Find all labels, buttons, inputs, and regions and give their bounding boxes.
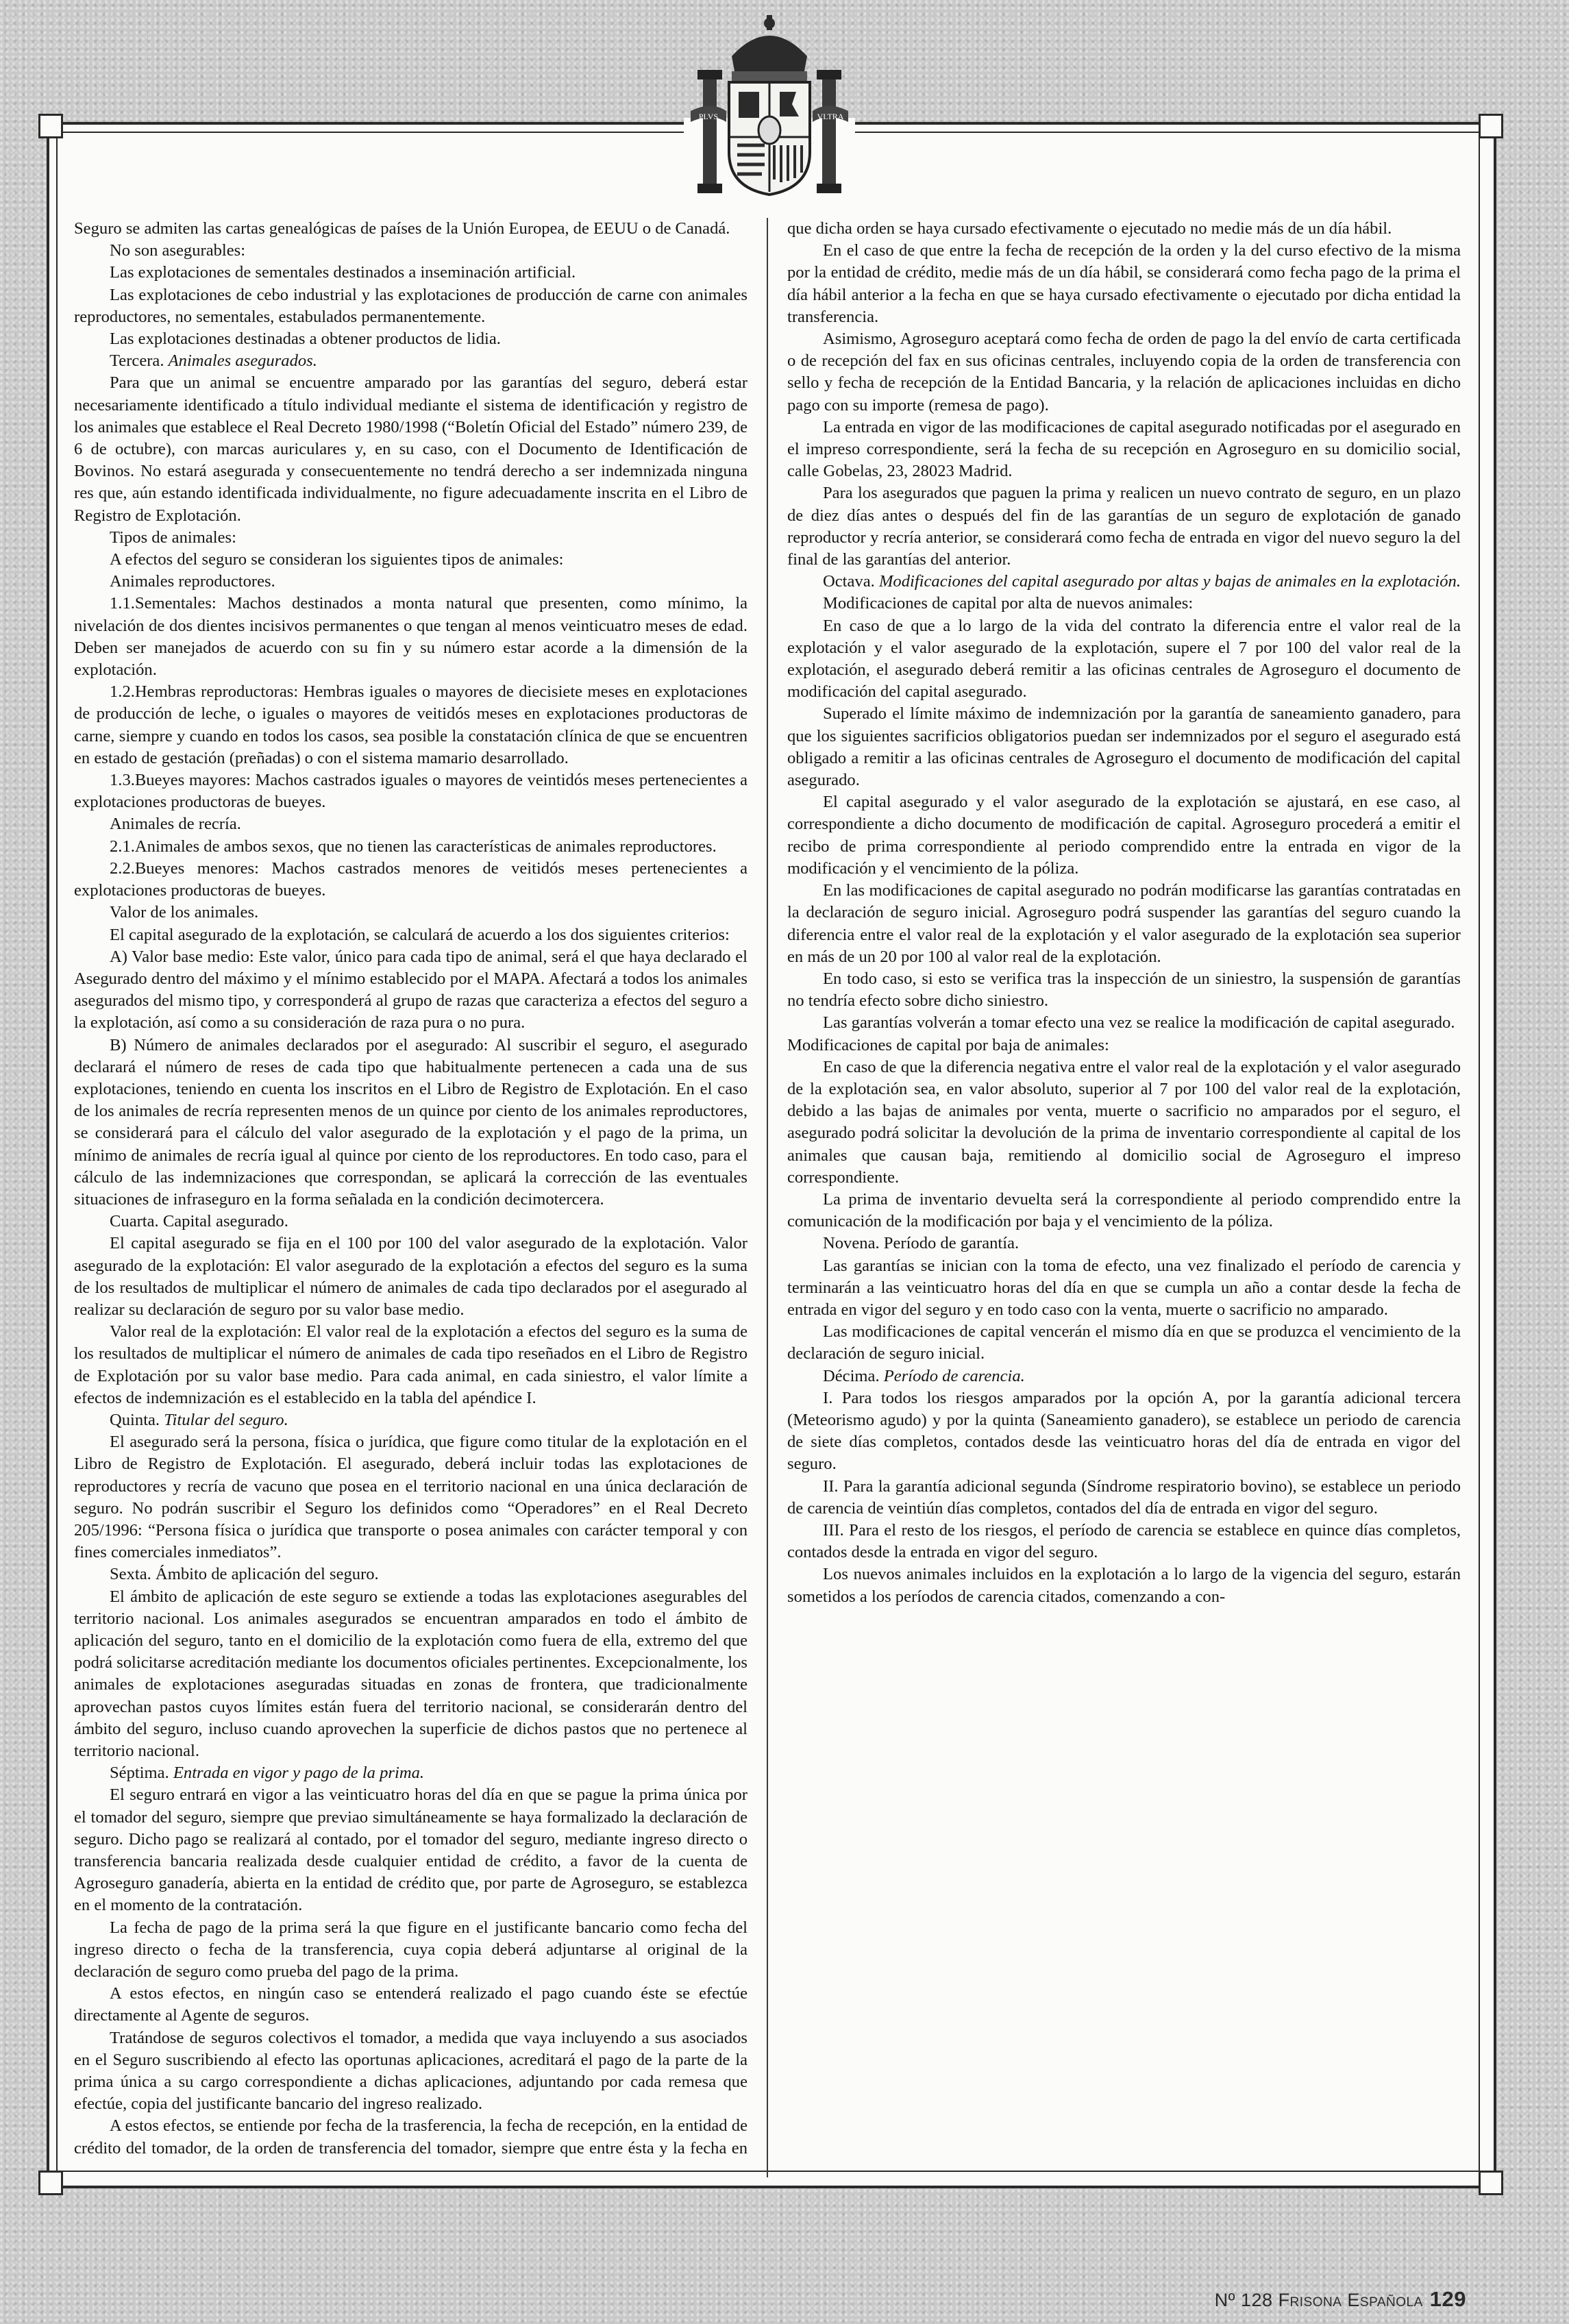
paragraph: Las modificaciones de capital vencerán el mismo día en que se produzca el vencimiento de la declaración de seguro inicial. [787, 1322, 1461, 1363]
paragraph: Valor de los animales. [110, 903, 259, 922]
section-number: Tercera. [110, 351, 169, 371]
paragraph: En las modificaciones de capital asegurado no podrán modificarse las garantías contratadas en la declaración de seguro inicial. Agroseguro podrá suspender las garantías del seguro cuando la diferencia entre el valor real de la explotación y el valor asegurado de la explotación sea superior en más de un 20 por 100 al valor real de la explotación. [787, 881, 1461, 966]
section-number: Octava. [823, 572, 879, 591]
magazine-name: Frisona Española [1278, 2290, 1423, 2310]
section-number: Quinta. [110, 1410, 164, 1429]
paragraph: El capital asegurado y el valor asegurado de la explotación se ajustará, en ese caso, al correspondiente a dicho documento de modificación de capital. Agroseguro procederá a emitir el recibo de prima correspondiente al periodo comprendido entre la entrada en vigor de la modificación y el vencimiento de la póliza. [787, 793, 1461, 878]
page-number: 129 [1429, 2287, 1466, 2311]
paragraph: A estos efectos, en ningún caso se entenderá realizado el pago cuando éste se efectúe directamente al Agente de seguros. [74, 1984, 748, 2025]
paragraph: La entrada en vigor de las modificaciones de capital asegurado notificadas por el asegurado en el impreso correspondiente, será la fecha de su recepción en Agroseguro en su domicilio social, calle Gobelas, 23, 28023 Madrid. [787, 417, 1461, 481]
paragraph [74, 350, 748, 372]
paragraph: Tratándose de seguros colectivos el tomador, a medida que vaya incluyendo a sus asociados en el Seguro suscribiendo al efecto las oportunas aplicaciones, acreditará el pago de la parte de la prima única a su cargo correspondiente a dichas aplicaciones, adjuntando por cada remesa que efectúe, copia del justificante bancario del ingreso realizado. [74, 2028, 748, 2114]
paragraph: Tipos de animales: [110, 528, 236, 547]
paragraph: III. Para el resto de los riesgos, el período de carencia se establece en quince días completos, contados desde la entrada en vigor del seguro. [787, 1520, 1461, 1562]
paragraph: Animales de recría. [110, 815, 241, 834]
page-footer [1215, 2287, 1466, 2312]
paragraph: Las explotaciones destinadas a obtener productos de lidia. [110, 330, 501, 349]
paragraph [74, 1409, 748, 1431]
svg-text:PLVS: PLVS [698, 112, 719, 121]
paragraph: Modificaciones de capital por alta de nuevos animales: [823, 594, 1194, 613]
paragraph: 1.2.Hembras reproductoras: Hembras iguales o mayores de diecisiete meses en explotaciones de producción de leche, o iguales o mayores de veitidós meses en explotaciones productoras de carne, siempre y cuando en todos los casos, sea posible la constatación clínica de que se encuentren en estado de gestación (preñadas) o con el sistema mamario desarrollado. [74, 682, 748, 767]
paragraph: La prima de inventario devuelta será la correspondiente al periodo comprendido entre la comunicación de la modificación por baja y el vencimiento de la póliza. [787, 1189, 1461, 1231]
paragraph [787, 571, 1461, 593]
paragraph: En el caso de que entre la fecha de recepción de la orden y la del curso efectivo de la misma por la entidad de crédito, medie más de un día hábil, se considerará como fecha pago de la prima el día hábil anterior a la fecha en que se haya cursado efectivamente o ejecutado por dicha entidad la transferencia. [787, 241, 1461, 326]
paragraph: El ámbito de aplicación de este seguro se extiende a todas las explotaciones asegurables del territorio nacional. Los animales asegurados se encuentran amparados en todo el ámbito de aplicación del seguro, tanto en el domicilio de la explotación como fuera de ella, extremo del que podrá solicitarse acreditación mediante los documentos oficiales pertinentes. Excepcionalmente, los animales de explotaciones aseguradas situadas en zonas de frontera, que tradicionalmente aprovechan pastos cuyos límites están fuera del territorio nacional, se considerarán dentro del ámbito del seguro, incluso cuando aprovechen la superficie de dichos pastos que no pertenece al territorio nacional. [74, 1587, 748, 1761]
svg-text:VLTRA: VLTRA [817, 112, 844, 121]
paragraph: En caso de que la diferencia negativa entre el valor real de la explotación y el valor asegurado de la explotación sea, en valor absoluto, superior al 7 por 100 del valor real de la explotación, debido a las bajas de animales por venta, muerte o sacrificio no amparados por el seguro, el asegurado podrá solicitar la devolución de la prima de inventario correspondiente al capital de los animales que causan baja, remitiendo al domicilio social de Agroseguro el impreso correspondiente. [787, 1057, 1461, 1187]
paragraph [74, 1762, 748, 1784]
paragraph: El capital asegurado de la explotación, se calculará de acuerdo a los dos siguientes criterios: [110, 925, 730, 944]
paragraph: El seguro entrará en vigor a las veinticuatro horas del día en que se pague la prima única por el tomador del seguro, siempre que previao simultáneamente se haya formalizado la declaración de seguro. Dicho pago se realizará al contado, por el tomador del seguro, mediante ingreso directo o transferencia bancaria realizada desde cualquier entidad de crédito, a favor de la cuenta de Agroseguro ganadería, abierta en la entidad de crédito que, por parte de Agroseguro, se establezca en el momento de la contratación. [74, 1785, 748, 1915]
paragraph: Las garantías se inician con la toma de efecto, una vez finalizado el período de carencia y terminarán a las veinticuatro horas del día en que se cumpla un año a contar desde la fecha de entrada en vigor del seguro y en todo caso con la venta, muerte o sacrificio no amparado. [787, 1256, 1461, 1319]
frame-corner [38, 2171, 63, 2195]
frame-corner [1479, 114, 1503, 138]
section-number: Séptima. [110, 1764, 173, 1783]
paragraph: El asegurado será la persona, física o jurídica, que figure como titular de la explotación en el Libro de Registro de Explotación. El asegurado, deberá incluir todas las explotaciones de reproductores y recría de vacuno que posea en el territorio nacional en una única declaración de seguro. No podrán suscribir el Seguro los definidos como “Operadores” en el Real Decreto 205/1996: “Persona física o jurídica que transporte o posea animales con carácter temporal y con fines comerciales inmediatos”. [74, 1433, 748, 1562]
paragraph: Sexta. Ámbito de aplicación del seguro. [110, 1565, 379, 1584]
paragraph: En caso de que a lo largo de la vida del contrato la diferencia entre el valor real de la explotación y el valor asegurado de la explotación, supere el 7 por 100 del valor real de la explotación, el asegurado deberá remitir a las oficinas centrales de Agroseguro el documento de modificación del capital asegurado. [787, 616, 1461, 702]
paragraph [787, 1365, 1461, 1387]
paragraph: 1.3.Bueyes mayores: Machos castrados iguales o mayores de veintidós meses pertenecientes a explotaciones productoras de bueyes. [74, 771, 748, 812]
paragraph: Asimismo, Agroseguro aceptará como fecha de orden de pago la del envío de carta certificada o de recepción del fax en sus oficinas centrales, incluyendo copia de la orden de transferencia con sello y fecha de recepción de la Entidad Bancaria, y la relación de aplicaciones incluidas en dicho pago con su importe (remesa de pago). [787, 330, 1461, 415]
paragraph: Modificaciones de capital por baja de animales: [787, 1035, 1109, 1054]
paragraph: La fecha de pago de la prima será la que figure en el justificante bancario como fecha del ingreso directo o fecha de la transferencia, cuya copia deberá adjuntarse al original de la declaración de seguro como prueba del pago de la prima. [74, 1918, 748, 1981]
section-title: Entrada en vigor y pago de la prima. [173, 1764, 425, 1783]
frame-corner [38, 114, 63, 138]
section-title: Animales asegurados. [168, 351, 317, 371]
paragraph: Valor real de la explotación: El valor real de la explotación a efectos del seguro es la suma de los resultados de multiplicar el número de animales de cada tipo reseñados en el Libro de Registro de Explotación por su valor base medio. Para cada animal, en cada siniestro, el valor límite a efectos de indemnización es el establecido en la tabla del apéndice I. [74, 1322, 748, 1407]
paragraph: Las explotaciones de cebo industrial y las explotaciones de producción de carne con animales reproductores, no sementales, estabulados permanentemente. [74, 285, 748, 326]
paragraph: Las explotaciones de sementales destinados a inseminación artificial. [110, 263, 576, 282]
paragraph: A efectos del seguro se consideran los siguientes tipos de animales: [110, 550, 564, 569]
paragraph: Las garantías volverán a tomar efecto una vez se realice la modificación de capital asegurado. [823, 1013, 1455, 1033]
paragraph: Para que un animal se encuentre amparado por las garantías del seguro, deberá estar necesariamente identificado a título individual mediante el sistema de identificación y registro de los animales que establece el Real Decreto 1980/1998 (“Boletín Oficial del Estado” número 239, de 6 de octubre), con marcas auriculares y, en su caso, con el Documento de Identificación de Bovinos. No estará asegurada y consecuentemente no tendrá derecho a ser indemnizada ninguna res que, aún estando identificada individualmente, no figure adecuadamente inscrita en el Libro de Registro de Explotación. [74, 373, 748, 525]
paragraph: Los nuevos animales incluidos en la explotación a lo largo de la vigencia del seguro, estarán sometidos a los períodos de carencia citados, comenzando a con- [787, 1565, 1461, 1606]
frame-corner [1479, 2171, 1503, 2195]
paragraph: El capital asegurado se fija en el 100 por 100 del valor asegurado de la explotación. Valor asegurado de la explotación: El valor asegurado de la explotación a efectos del seguro es la suma de los resultados de multiplicar el número de animales de cada tipo declarados por el asegurado al realizar su declaración de seguro por su valor base medio. [74, 1234, 748, 1319]
paragraph: Cuarta. Capital asegurado. [110, 1212, 288, 1231]
coat-of-arms-emblem [684, 15, 855, 207]
paragraph: 2.2.Bueyes menores: Machos castrados menores de veitidós meses pertenecientes a explotaciones productoras de bueyes. [74, 858, 748, 900]
paragraph: No son asegurables: [110, 241, 246, 260]
paragraph: A estos efectos, se entiende por fecha de la trasferencia, la fecha de recepción, en la entidad de crédito del tomador, de la orden de transferencia del tomador, siempre que entre ésta y la fecha en que dicha orden se haya cursado efectivamente o ejecutado no medie más de un día hábil. [74, 219, 1392, 2158]
paragraph: II. Para la garantía adicional segunda (Síndrome respiratorio bovino), se establece un periodo de carencia de veintiún días completos, contados del día de entrada en vigor del seguro. [787, 1476, 1461, 1518]
document-body-text [74, 218, 1461, 2177]
paragraph: Para los asegurados que paguen la prima y realicen un nuevo contrato de seguro, en un plazo de diez días antes o después del fin de las garantías de un seguro de explotación de ganado reproductor y recría anterior, se considerará como fecha de entrada en vigor del nuevo seguro la del final de las garantías del anterior. [787, 484, 1461, 569]
paragraph: B) Número de animales declarados por el asegurado: Al suscribir el seguro, el asegurado declarará el número de reses de cada tipo que habitualmente pertenecen a cada una de sus explotaciones, teniendo en cuenta los inscritos en el Libro de Registro de Explotación. En el caso de los animales de recría representen menos de un quince por ciento de los animales reproductores, se considerará para el cálculo del valor asegurado de la explotación y el pago de la prima, un mínimo de animales de recría igual al quince por ciento de los reproductores. En todo caso, para el cálculo de las indemnizaciones que correspondan, se aplicará la corrección de las eventuales situaciones de infraseguro en la forma señalada en la condición decimotercera. [74, 1035, 748, 1209]
paragraph: 1.1.Sementales: Machos destinados a monta natural que presenten, como mínimo, la nivelación de dos dientes incisivos permanentes o que tengan al menos veinticuatro meses de edad. Deben ser manejados de acuerdo con su fin y su número estar acorde a la dimensión de la explotación. [74, 594, 748, 680]
section-number: Décima. [823, 1366, 884, 1385]
issue-number: Nº 128 [1214, 2290, 1273, 2310]
paragraph: Superado el límite máximo de indemnización por la garantía de saneamiento ganadero, para que los siguientes sacrificios obligatorios puedan ser indemnizados por el seguro el asegurado está obligado a remitir a las oficinas centrales de Agroseguro el documento de modificación del capital asegurado. [787, 704, 1461, 790]
paragraph: Animales reproductores. [110, 572, 275, 591]
paragraph: En todo caso, si esto se verifica tras la inspección de un siniestro, la suspensión de garantías no tendría efecto sobre dicho siniestro. [787, 969, 1461, 1011]
paragraph: I. Para todos los riesgos amparados por la opción A, por la garantía adicional tercera (Meteorismo agudo) y por la quinta (Saneamiento ganadero), se establece un periodo de carencia de siete días completos, contados desde las veinticuatro horas del día de entrada en vigor del seguro. [787, 1388, 1461, 1474]
paragraph: 2.1.Animales de ambos sexos, que no tienen las características de animales reproductores. [110, 837, 717, 856]
paragraph: Seguro se admiten las cartas genealógicas de países de la Unión Europea, de EEUU o de Canadá. [74, 219, 730, 238]
section-title: Titular del seguro. [164, 1410, 288, 1429]
section-title: Período de carencia. [883, 1366, 1025, 1385]
paragraph: Novena. Período de garantía. [823, 1234, 1020, 1253]
paragraph: A) Valor base medio: Este valor, único para cada tipo de animal, será el que haya declarado el Asegurado dentro del máximo y el mínimo establecido por el MAPA. Afectará a todos los animales asegurados del mismo tipo, y corresponderá al grupo de razas que caracteriza a efectos del seguro a la explotación, así como a su consideración de raza pura o no pura. [74, 947, 748, 1033]
section-title: Modificaciones del capital asegurado por altas y bajas de animales en la explotación. [878, 572, 1461, 591]
